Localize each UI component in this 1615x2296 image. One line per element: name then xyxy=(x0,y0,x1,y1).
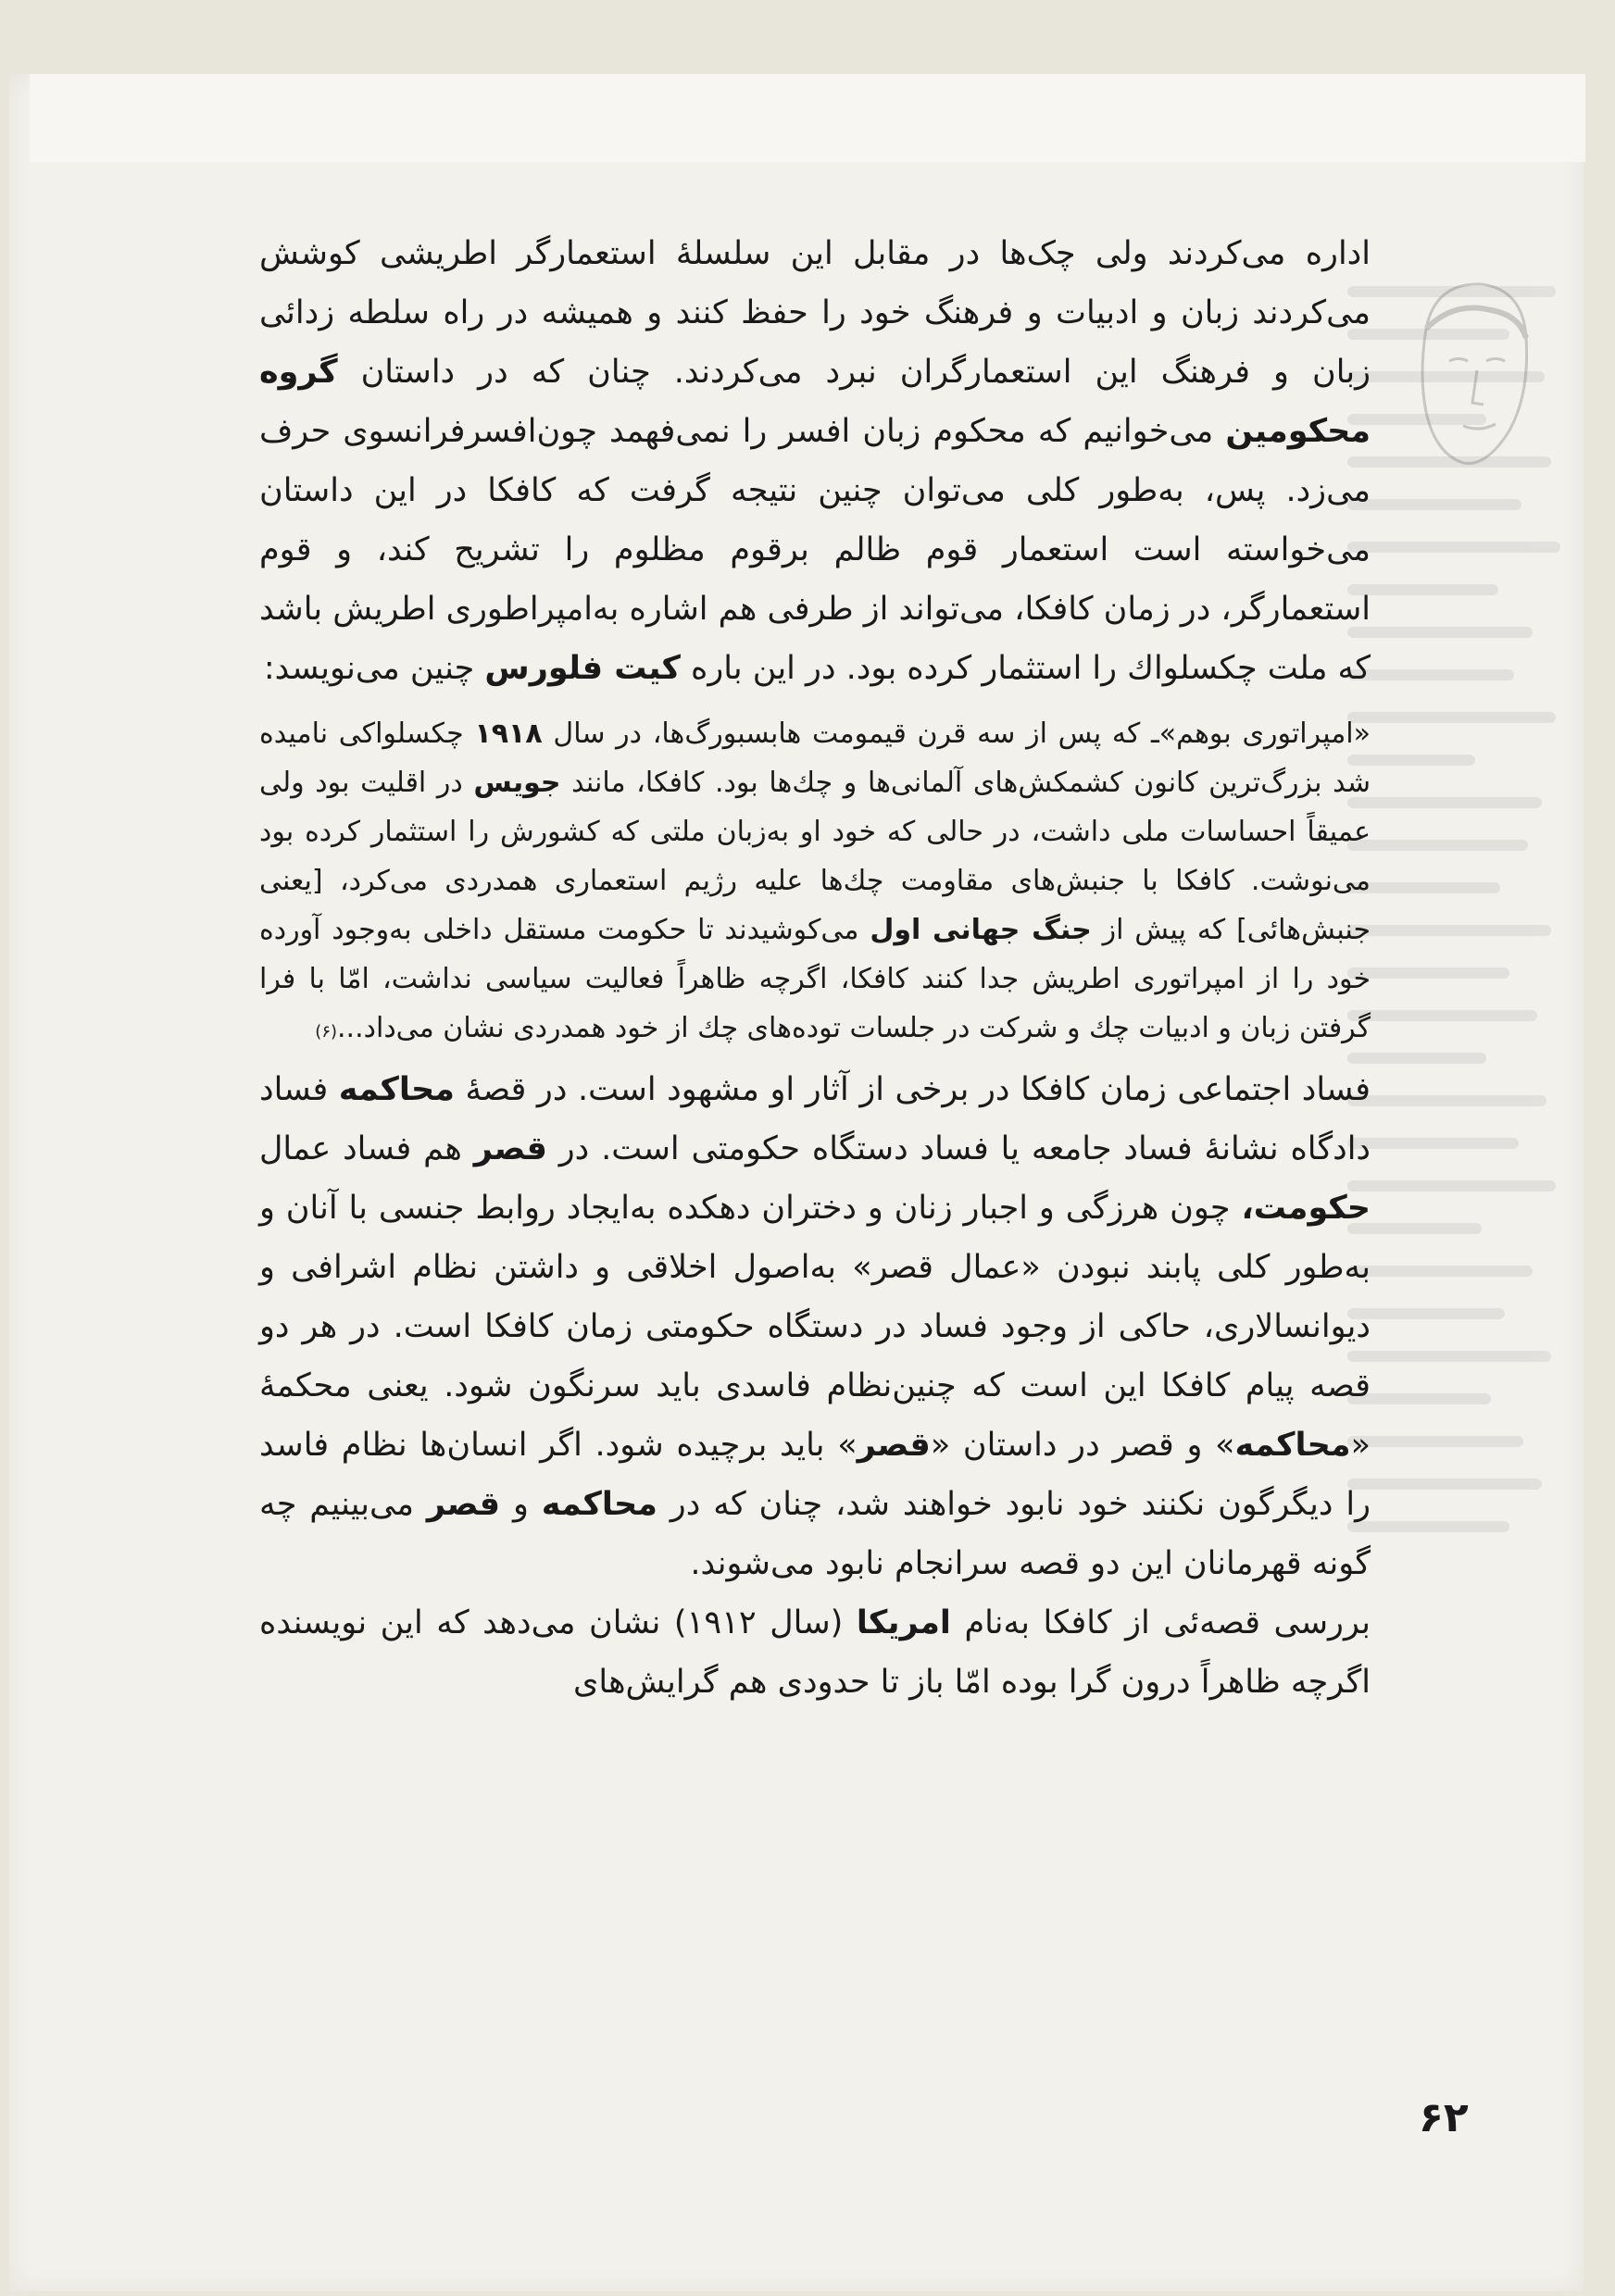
bold-term: ۱۹۱۸ xyxy=(474,718,543,750)
paragraph-2 xyxy=(259,1060,1371,1593)
text-run: چکسلواکی نامیده شد بزرگ‌ترین کانون کشمکش‌های آلمانی‌ها و چك‌ها بود. کافکا، مانند xyxy=(259,718,1371,799)
body-text xyxy=(259,224,1371,1712)
text-run: فساد اجتماعی زمان کافکا در برخی از آثار او مشهود است. در قصهٔ xyxy=(454,1071,1371,1108)
bold-term: قصر xyxy=(426,1486,501,1523)
text-run: (سال ۱۹۱۲) نشان می‌دهد که این نویسنده اگرچه ظاهراً درون گرا بوده امّا باز تا حدودی هم گرایش‌های xyxy=(259,1604,1371,1701)
text-run: هم فساد عمال xyxy=(259,1130,474,1167)
bold-term: محاکمه xyxy=(338,1071,455,1108)
bold-term: جنگ جهانی اول xyxy=(870,914,1092,946)
bold-term: قصر xyxy=(857,1427,931,1464)
bold-term: قصر xyxy=(473,1130,547,1167)
footnote-reference: (۶) xyxy=(315,1022,338,1042)
text-run: » باید برچیده شود. اگر انسان‌ها نظام فاسد را دیگرگون نکنند خود نابود خواهند شد، چنان که در xyxy=(259,1427,1371,1523)
text-run: فساد دادگاه نشانهٔ فساد جامعه یا فساد دستگاه حکومتی است. در xyxy=(259,1071,1371,1167)
paragraph-1 xyxy=(259,224,1371,698)
bold-term: جویس xyxy=(473,767,561,799)
text-run: چون هرزگی و اجبار زنان و دختران دهکده به‌ایجاد روابط جنسی با آنان و به‌طور کلی پابند نبودن «عمال قصر» به‌اصول اخلاقی و داشتن نظام اشرافی و دیوانسالاری، حاکی از وجود فساد در دستگاه حکومتی زمان کافکا است. در هر دو قصه پیام کافکا این است که چنین‌نظام فاسدی باید سرنگون شود. یعنی محکمهٔ « xyxy=(259,1190,1371,1464)
bold-term: حکومت، xyxy=(1241,1190,1371,1227)
text-run: بررسی قصه‌ئی از کافکا به‌نام xyxy=(950,1604,1371,1641)
bold-term: گروه محکومین xyxy=(259,354,1371,450)
text-run: و xyxy=(500,1486,542,1523)
text-run: می‌بینیم چه گونه قهرمانان این دو قصه سرانجام نابود می‌شوند. xyxy=(259,1486,1371,1582)
text-run: چنین می‌نویسد: xyxy=(263,650,485,687)
bold-term: محاکمه xyxy=(1234,1427,1351,1464)
text-run: در اقلیت بود ولی عمیقاً احساسات ملی داشت، در حالی که خود او به‌زبان ملتی که کشورش را استثمار کرده بود می‌نوشت. کافکا با جنبش‌های مقاومت چك‌ها علیه رژیم استعماری همدردی می‌کرد، [یعنی جنبش‌هائی] که پیش از xyxy=(259,767,1371,946)
page-number: ۶۲ xyxy=(1419,2094,1469,2141)
text-run: می‌خوانیم که محکوم زبان افسر را نمی‌فهمد چون‌افسرفرانسوی حرف می‌زد. پس، به‌طور کلی می‌توان چنین نتیجه گرفت که کافکا در این داستان می‌خواسته است استعمار قوم ظالم برقوم مظلوم را تشریح کند، و قوم استعمارگر، در زمان کافکا، می‌تواند از طرفی هم اشاره به‌امپراطوری اطریش باشد که ملت چکسلواك را استثمار کرده بود. در این باره xyxy=(259,413,1371,687)
page-top-margin xyxy=(30,74,1585,162)
text-run: می‌کوشیدند تا حکومت مستقل داخلی به‌وجود آورده خود را از امپراتوری اطریش جدا کنند کافکا، اگرچه ظاهراً فعالیت سیاسی نداشت، امّا با فرا گرفتن زبان و ادبیات چك و شرکت در جلسات توده‌های چك از خود همدردی نشان می‌داد... xyxy=(259,914,1371,1044)
text-run: اداره می‌کردند ولی چک‌ها در مقابل این سلسلهٔ استعمارگر اطریشی کوشش می‌کردند زبان و ادبیات و فرهنگ خود را حفظ کنند و همیشه در راه سلطه زدائی زبان و فرهنگ این استعمارگران نبرد می‌کردند. چنان که در داستان xyxy=(259,235,1371,391)
block-quote xyxy=(259,709,1371,1056)
show-through-text xyxy=(1347,255,1579,1643)
bold-term: امریکا xyxy=(856,1604,951,1641)
text-run: » و قصر در داستان « xyxy=(930,1427,1235,1464)
paragraph-3 xyxy=(259,1593,1371,1712)
bold-term: کیت فلورس xyxy=(484,650,681,687)
text-run: «امپراتوری بوهم»ـ که پس از سه قرن قیمومت هابسبورگ‌ها، در سال xyxy=(542,718,1371,750)
bold-term: محاکمه xyxy=(541,1486,657,1523)
